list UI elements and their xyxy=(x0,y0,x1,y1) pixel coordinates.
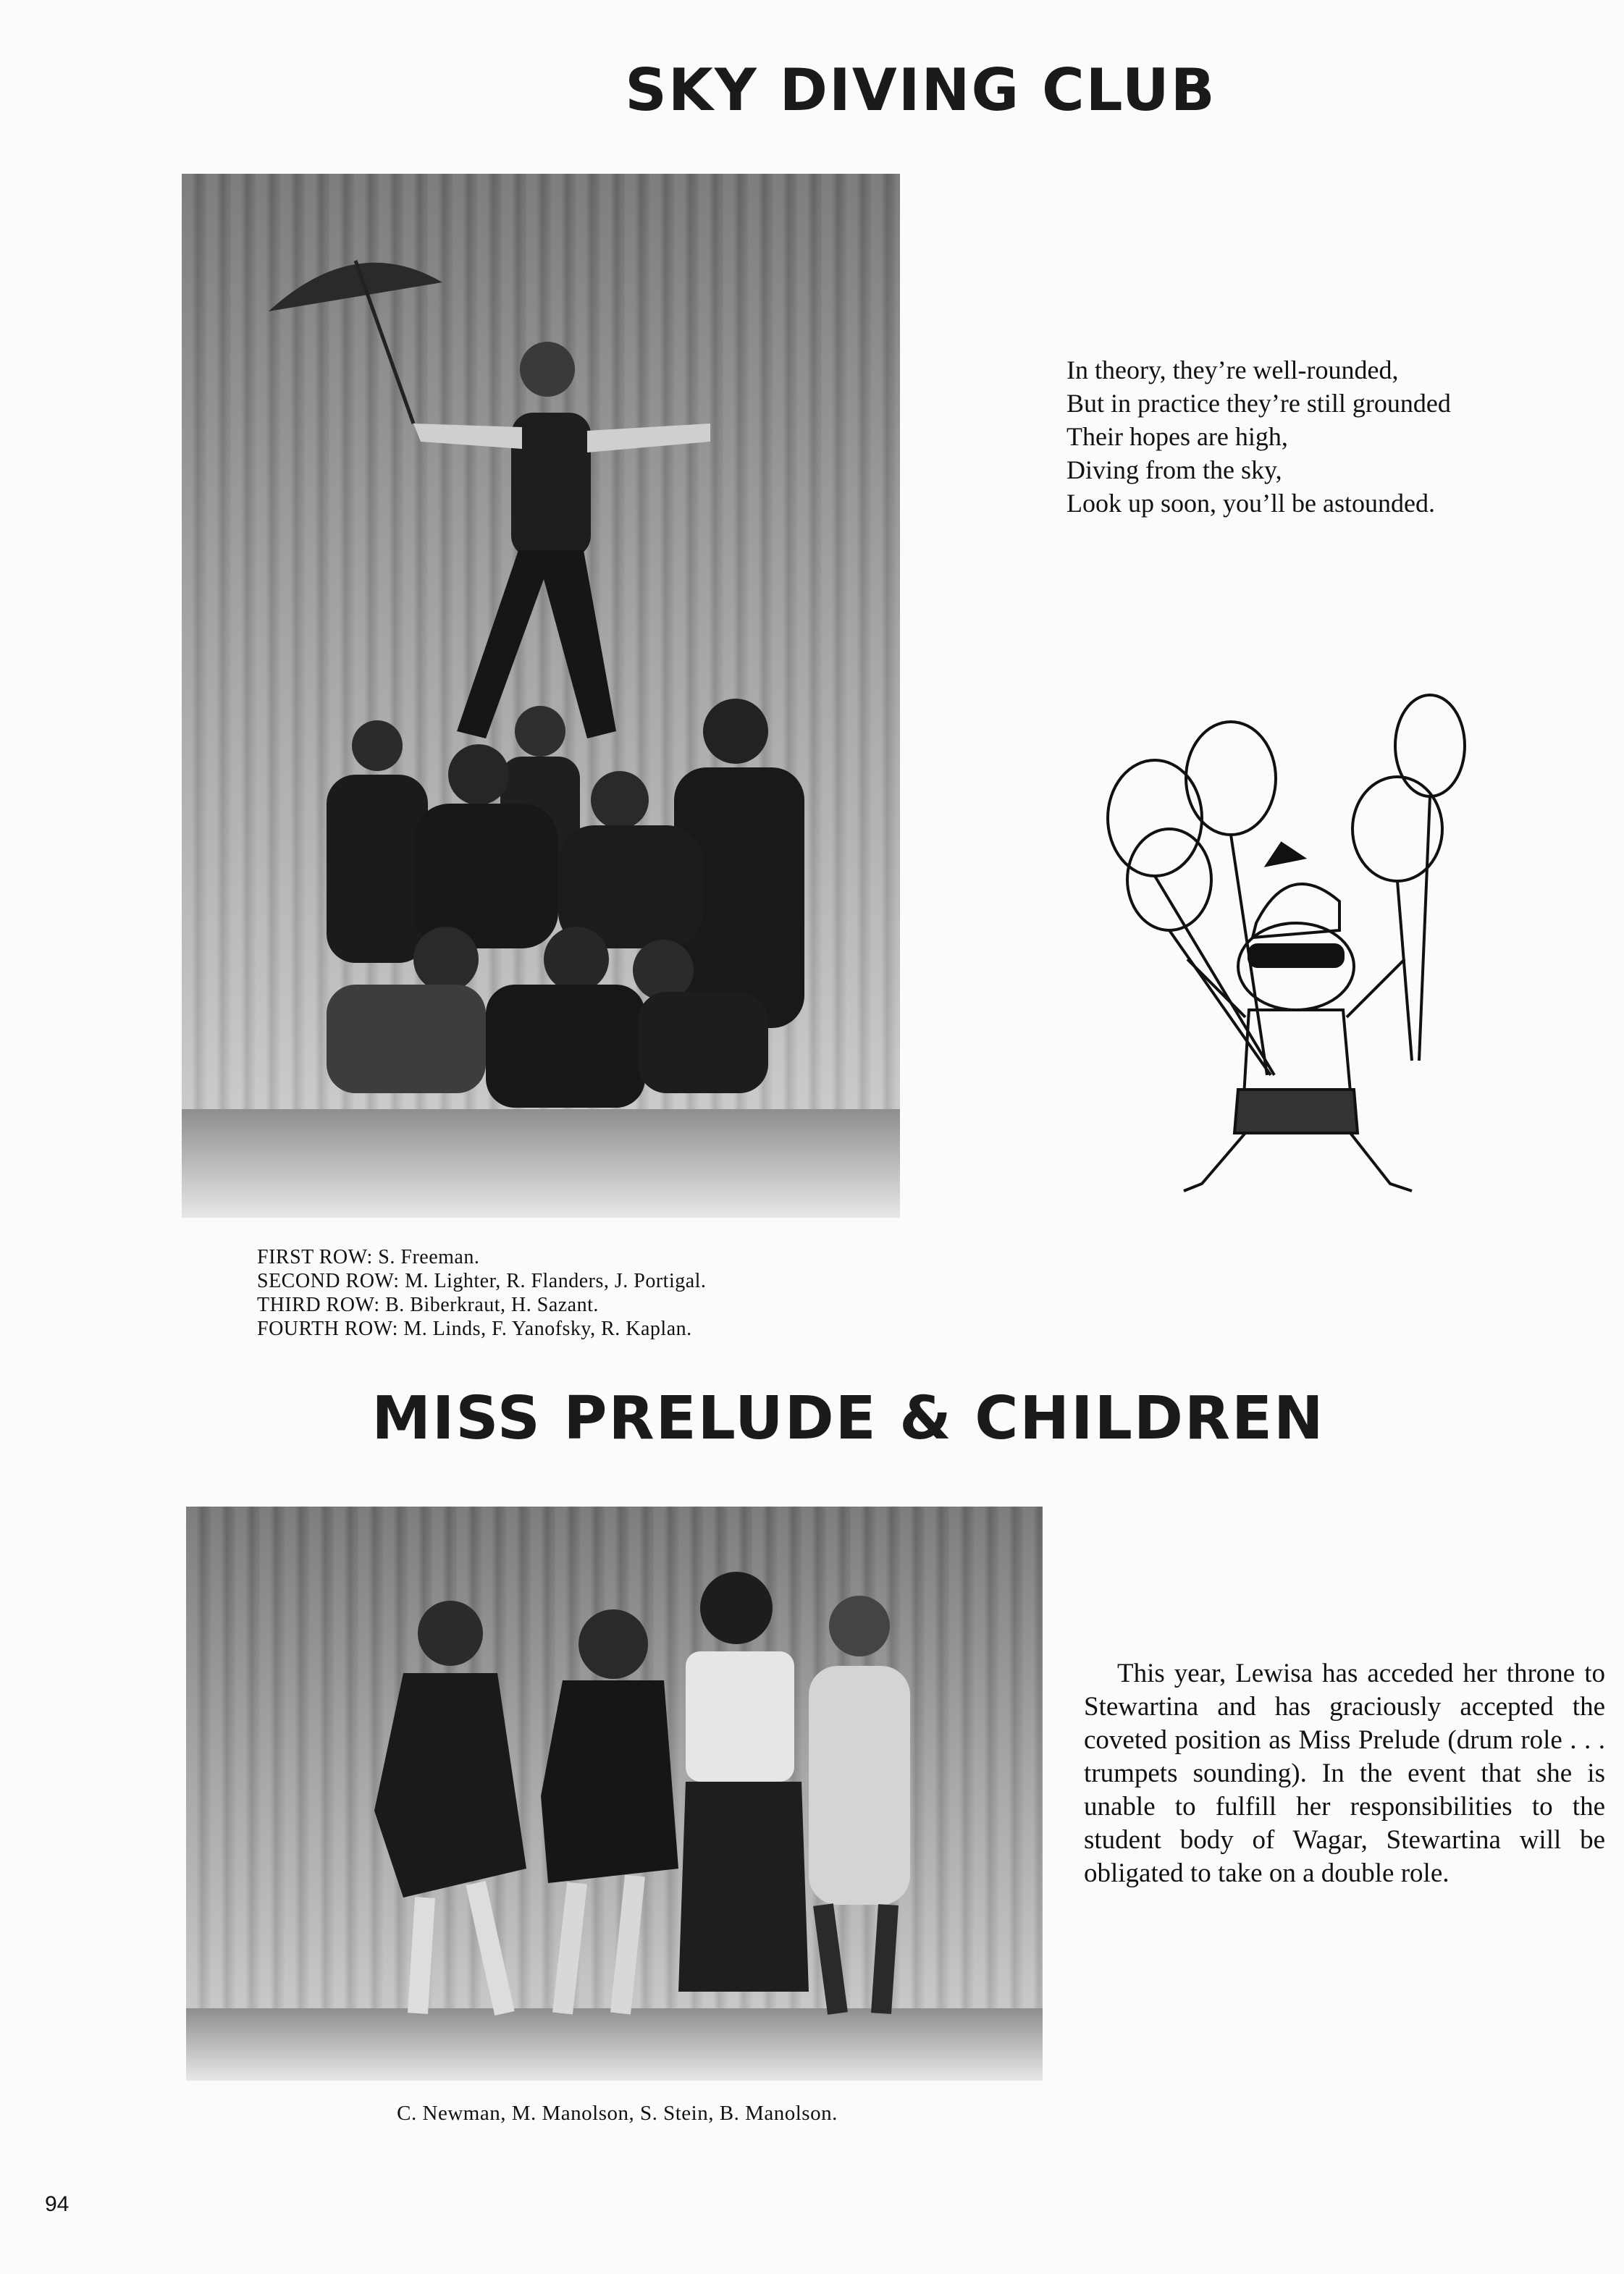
sky-diving-caption xyxy=(257,1245,706,1341)
balloon-cartoon-illustration xyxy=(1101,684,1470,1216)
poem-line: Their hopes are high, xyxy=(1066,422,1288,451)
caption-row: FOURTH ROW: M. Linds, F. Yanofsky, R. Kaplan. xyxy=(257,1318,692,1340)
section-title-sky-diving: SKY DIVING CLUB xyxy=(625,56,1216,124)
miss-prelude-group-photo xyxy=(186,1507,1043,2081)
poem-line: Diving from the sky, xyxy=(1066,455,1282,484)
caption-row: FIRST ROW: S. Freeman. xyxy=(257,1246,480,1268)
miss-prelude-caption: C. Newman, M. Manolson, S. Stein, B. Manolson. xyxy=(397,2102,838,2125)
caption-row: THIRD ROW: B. Biberkraut, H. Sazant. xyxy=(257,1294,599,1316)
sky-diving-group-photo xyxy=(182,174,900,1218)
miss-prelude-text: This year, Lewisa has acceded her throne to Stewartina and has graciously accepted the coveted position as Miss Prelude (drum role . . . trumpets sounding). In the event that she is unable to fulfill her responsibilities to the student body of Wagar, Stewartina will be obligated to take on a double role. xyxy=(1084,1659,1605,1888)
caption-row: SECOND ROW: M. Lighter, R. Flanders, J. Portigal. xyxy=(257,1270,707,1292)
page-number: 94 xyxy=(45,2192,70,2216)
poem-line: Look up soon, you’ll be astounded. xyxy=(1066,489,1435,518)
section-title-miss-prelude: MISS PRELUDE & CHILDREN xyxy=(371,1384,1325,1453)
poem-line: But in practice they’re still grounded xyxy=(1066,389,1451,418)
sky-diving-poem xyxy=(1066,353,1451,520)
four-figures-illustration xyxy=(186,1507,1043,2081)
poem-line: In theory, they’re well-rounded, xyxy=(1066,355,1399,384)
pyramid-figures-illustration xyxy=(182,174,900,1218)
